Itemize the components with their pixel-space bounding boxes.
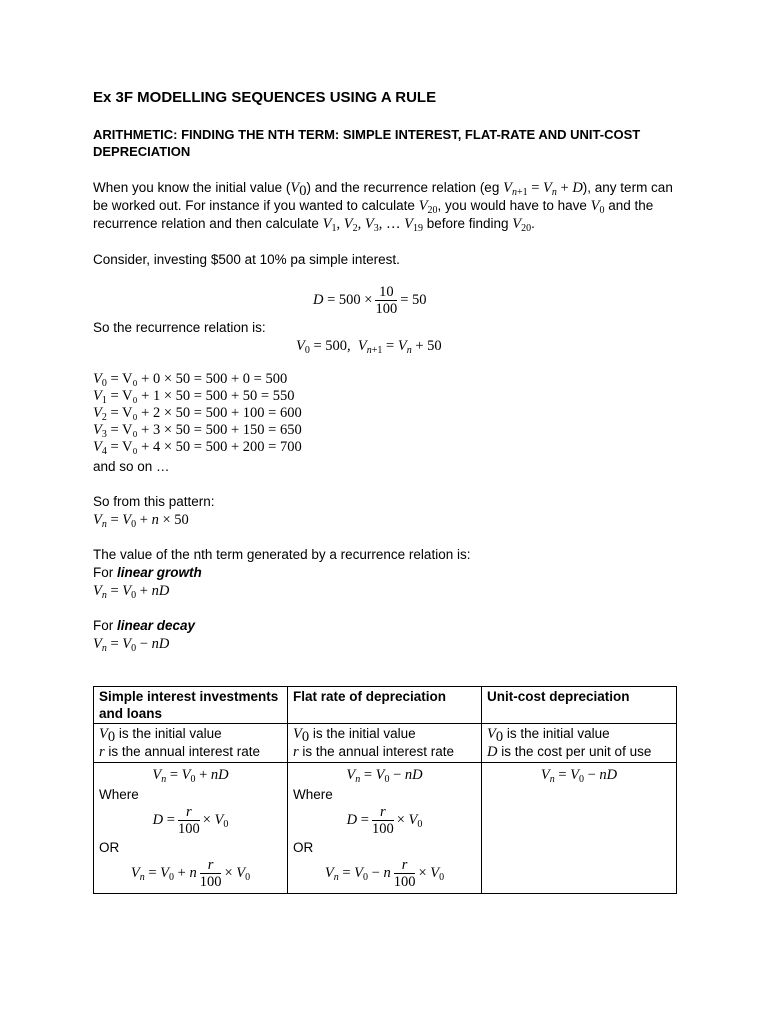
table-row xyxy=(94,724,677,763)
table-cell: $V_0$ is the initial value r is the annual interest rate xyxy=(94,724,288,763)
recurrence-label: So the recurrence relation is: xyxy=(93,320,266,335)
table-header-cell: Simple interest investments and loans xyxy=(94,687,288,724)
step-row: $V_0 = V_0 + 0 \times 50 = 500 + 0 = 500$ xyxy=(93,371,288,389)
pattern-formula: $V_n = V_0 + n \times 50$ xyxy=(93,512,189,530)
table-header-row xyxy=(94,687,677,724)
intro-paragraph: When you know the initial value $(V_0)$ and the recurrence relation (eg $V_{n+1} = V_n + D$), any term can be worked out. For instance if you wanted to calculate $V_{20}$, you would have to have $V_0$ and the recurrence relation and then calculate $V_1$, $V_2$, $V_3$, … $V_{19}$ before finding $V_{20}$. xyxy=(93,180,673,234)
step-row: $V_1 = V_0 + 1 \times 50 = 500 + 50 = 550$ xyxy=(93,388,295,406)
table-cell: $V_n = V_0$ − nD Where D = $\frac{r}{100}$ × $V_0$ OR $V_n = V_0 - n$ $\frac{r}{100}$ × $V_0$ xyxy=(288,763,482,894)
table-cell: $V_0$ is the initial value r is the annual interest rate xyxy=(288,724,482,763)
depreciation-table xyxy=(93,686,677,894)
table-header-cell: Flat rate of depreciation xyxy=(288,687,482,724)
section-subtitle: ARITHMETIC: FINDING THE NTH TERM: SIMPLE INTEREST, FLAT-RATE AND UNIT-COST DEPRECIATION xyxy=(93,127,641,159)
consider-text: Consider, investing $500 at 10% pa simple interest. xyxy=(93,252,400,267)
table-header-cell: Unit-cost depreciation xyxy=(482,687,677,724)
linear-growth-label: For linear growth xyxy=(93,565,202,580)
pattern-label: So from this pattern: xyxy=(93,494,215,509)
d-formula: D = 500 × $\frac{10}{100}$ = 50 xyxy=(313,284,427,317)
nth-term-label: The value of the nth term generated by a recurrence relation is: xyxy=(93,547,471,562)
step-row: $V_3 = V_0 + 3 \times 50 = 500 + 150 = 650$ xyxy=(93,422,302,440)
table-cell: $V_0$ is the initial value D is the cost per unit of use xyxy=(482,724,677,763)
linear-decay-label: For linear decay xyxy=(93,618,196,633)
step-row: $V_2 = V_0 + 2 \times 50 = 500 + 100 = 600$ xyxy=(93,405,302,423)
worked-steps xyxy=(93,371,302,456)
table-row xyxy=(94,763,677,894)
and-so-on: and so on … xyxy=(93,459,170,474)
recurrence-relation: $V_0 = 500$, $V_{n+1} = V_n + 50$ xyxy=(296,338,442,356)
step-row: $V_4 = V_0 + 4 \times 50 = 500 + 200 = 700$ xyxy=(93,439,302,457)
linear-decay-formula: $V_n = V_0$ − nD xyxy=(93,636,170,654)
table-cell: $V_n = V_0$ + nD Where D = $\frac{r}{100}$ × $V_0$ OR $V_n = V_0 + n$ $\frac{r}{100}$ × $V_0$ xyxy=(94,763,288,894)
page-title: Ex 3F MODELLING SEQUENCES USING A RULE xyxy=(93,89,437,106)
table-cell: $V_n = V_0$ − nD xyxy=(482,763,677,894)
linear-growth-formula: $V_n = V_0$ + nD xyxy=(93,583,170,601)
